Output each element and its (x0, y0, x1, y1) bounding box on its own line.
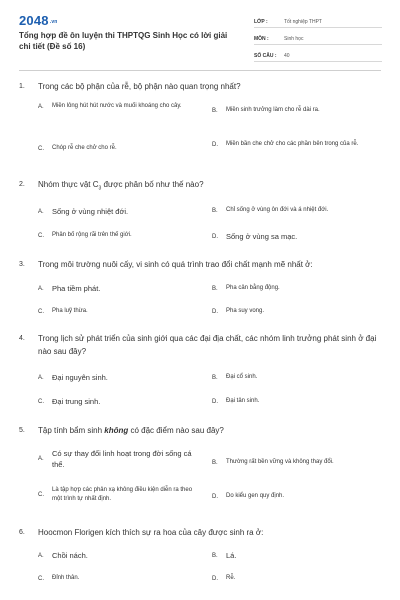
option-text: Pha luỹ thừa. (52, 308, 88, 314)
option-c[interactable]: C. Là tập hợp các phản xạ không điều kiện diễn ra theo một trình tự nhất định. (38, 486, 208, 504)
question-number: 6. (19, 529, 25, 536)
option-text: Đại cổ sinh. (226, 374, 258, 380)
option-text: Pha cân bằng động. (226, 285, 280, 291)
option-text: Miền lông hút hút nước và muối khoáng cho cây. (52, 103, 182, 109)
meta-key: SỐ CÂU : (254, 53, 277, 59)
meta-value: Sinh học (284, 36, 304, 42)
meta-value: Tốt nghiệp THPT (284, 19, 322, 25)
question-stem (19, 424, 389, 437)
meta-row-subject (254, 30, 382, 45)
option-text: Miền bần che chở cho các phần bên trong của rễ. (226, 141, 359, 147)
option-c[interactable]: C. Phân bố rộng rãi trên thế giới. (38, 232, 132, 239)
document-meta (254, 13, 382, 64)
option-text: Chồi nách. (52, 551, 88, 560)
site-logo[interactable]: 2048.vn (19, 13, 58, 28)
question-text: Trong các bộ phận của rễ, bộ phận nào quan trọng nhất? (38, 82, 241, 91)
question-stem (19, 526, 389, 539)
question-text: Hoocmon Florigen kích thích sự ra hoa của cây được sinh ra ở: (38, 528, 264, 537)
option-b[interactable]: B. Pha cân bằng động. (212, 285, 280, 292)
option-b[interactable]: B. Đại cổ sinh. (212, 374, 258, 381)
option-text: Đại trung sinh. (52, 397, 101, 406)
option-b[interactable]: B. Miền sinh trưởng làm cho rễ dài ra. (212, 107, 320, 114)
option-b[interactable]: B. Chỉ sống ở vùng ôn đới và á nhiệt đới. (212, 207, 329, 214)
option-text: Chóp rễ che chở cho rễ. (52, 145, 117, 151)
question-number: 5. (19, 427, 25, 434)
option-d[interactable]: D. Do kiểu gen quy định. (212, 493, 285, 500)
question-text: Tập tính bẩm sinh không có đặc điểm nào sau đây? (38, 426, 224, 435)
question-number: 1. (19, 83, 25, 90)
option-text: Đại nguyên sinh. (52, 373, 108, 382)
option-a[interactable]: A. Sống ở vùng nhiệt đới. (38, 207, 129, 216)
meta-row-count (254, 47, 382, 62)
option-d[interactable]: D. Đại tân sinh. (212, 398, 260, 405)
option-c[interactable]: C. Chóp rễ che chở cho rễ. (38, 145, 117, 152)
option-a[interactable]: A. Đại nguyên sinh. (38, 373, 108, 382)
option-text: Chỉ sống ở vùng ôn đới và á nhiệt đới. (226, 207, 329, 213)
option-d[interactable]: D. Sống ở vùng sa mạc. (212, 232, 298, 241)
option-text: Rễ. (226, 575, 236, 581)
option-text: Đỉnh thân. (52, 575, 80, 581)
question-stem (19, 332, 389, 358)
option-b[interactable]: B. Lá. (212, 551, 237, 560)
question-text: Trong môi trường nuôi cấy, vi sinh có quá trình trao đổi chất mạnh mẽ nhất ở: (38, 260, 313, 269)
document-title: Tổng hợp đề ôn luyện thi THPTQG Sinh Học có lời giải chi tiết (Đề số 16) (19, 31, 228, 51)
question-stem (19, 80, 389, 93)
option-text: Có sự thay đổi linh hoạt trong đời sống cá thể. (52, 449, 192, 469)
option-a[interactable]: A. Miền lông hút hút nước và muối khoáng cho cây. (38, 102, 208, 111)
meta-row-class (254, 13, 382, 28)
option-text: Do kiểu gen quy định. (226, 493, 285, 499)
meta-value: 40 (284, 53, 290, 59)
meta-key: LỚP : (254, 19, 268, 25)
option-text: Lá. (226, 551, 237, 560)
question-number: 2. (19, 181, 25, 188)
option-text: Sống ở vùng sa mạc. (226, 232, 298, 241)
option-c[interactable]: C. Đỉnh thân. (38, 575, 80, 582)
option-c[interactable]: C. Đại trung sinh. (38, 397, 101, 406)
option-d[interactable]: D. Miền bần che chở cho các phần bên trong của rễ. (212, 140, 382, 149)
document-header (0, 0, 400, 64)
option-text: Pha tiềm phát. (52, 284, 101, 293)
option-c[interactable]: C. Pha luỹ thừa. (38, 308, 88, 315)
option-text: Đại tân sinh. (226, 398, 260, 404)
question-number: 3. (19, 261, 25, 268)
question-text: Nhóm thực vật $C_3$ được phân bố như thế nào? (38, 180, 204, 192)
option-text: Sống ở vùng nhiệt đới. (52, 207, 129, 216)
option-b[interactable]: B. Thường rất bền vững và không thay đổi. (212, 459, 334, 466)
question-number: 4. (19, 335, 25, 342)
option-a[interactable]: A. Chồi nách. (38, 551, 88, 560)
option-d[interactable]: D. Rễ. (212, 575, 236, 582)
option-text: Thường rất bền vững và không thay đổi. (226, 459, 334, 465)
question-stem (19, 258, 389, 271)
option-a[interactable]: A. Có sự thay đổi linh hoạt trong đời sống cá thể. (38, 448, 208, 470)
option-text: Miền sinh trưởng làm cho rễ dài ra. (226, 107, 320, 113)
option-text: Là tập hợp các phản xạ không điều kiện diễn ra theo một trình tự nhất định. (52, 487, 193, 502)
option-text: Pha suy vong. (226, 308, 265, 314)
meta-key: MÔN : (254, 36, 269, 42)
option-a[interactable]: A. Pha tiềm phát. (38, 284, 101, 293)
option-text: Phân bố rộng rãi trên thế giới. (52, 232, 132, 238)
option-d[interactable]: D. Pha suy vong. (212, 308, 265, 315)
question-stem (19, 178, 389, 196)
question-text: Trong lịch sử phát triển của sinh giới qua các đại địa chất, các nhóm linh trưởng phát sinh ở đại nào sau đây? (38, 334, 377, 356)
header-divider (19, 70, 381, 71)
